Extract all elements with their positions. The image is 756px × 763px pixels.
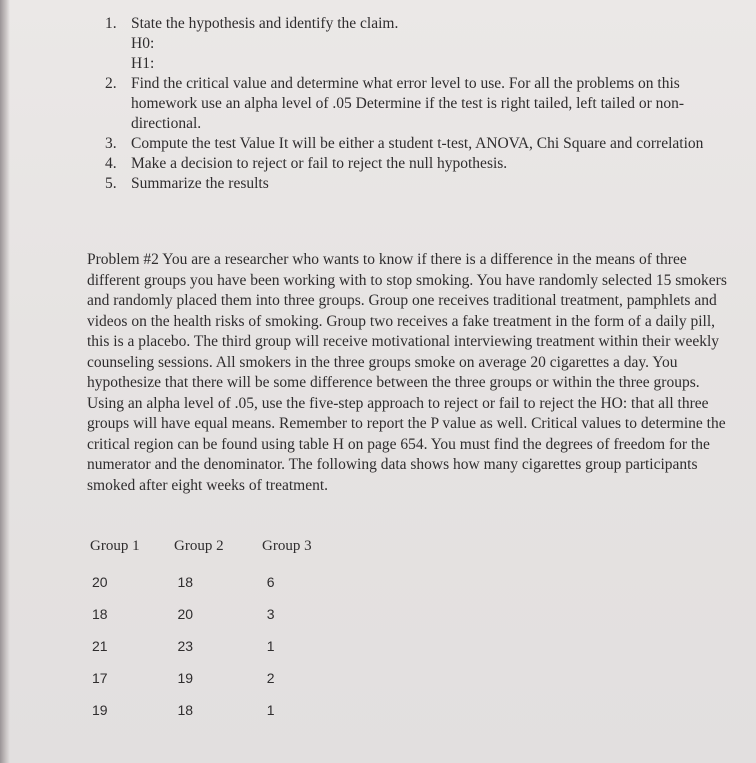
step-text: State the hypothesis and identify the claim. bbox=[131, 15, 399, 32]
table-row bbox=[90, 702, 350, 734]
step-text: Find the critical value and determine what error level to use. For all the problems on this homework use an alpha level of .05 Determine if the test is right tailed, left tailed or non-directional. bbox=[131, 75, 685, 132]
cell-group-1: 21 bbox=[92, 638, 108, 654]
h1-label: H1: bbox=[131, 55, 155, 72]
step-item bbox=[105, 134, 725, 154]
table-row bbox=[90, 638, 350, 670]
paper-edge-shadow bbox=[0, 0, 10, 763]
step-number: 1. bbox=[105, 15, 117, 32]
cell-group-2: 18 bbox=[177, 574, 194, 590]
table-row bbox=[90, 670, 350, 702]
step-item bbox=[105, 154, 725, 174]
step-item bbox=[105, 74, 725, 134]
step-item bbox=[105, 174, 725, 194]
five-step-list bbox=[105, 14, 725, 194]
header-group-1: Group 1 bbox=[90, 538, 140, 554]
cell-group-1: 19 bbox=[92, 702, 108, 718]
step-number: 3. bbox=[105, 135, 117, 152]
step-number: 4. bbox=[105, 155, 117, 172]
step-number: 5. bbox=[105, 175, 117, 192]
cigarette-data-table bbox=[90, 538, 350, 734]
step-text: Make a decision to reject or fail to reject the null hypothesis. bbox=[131, 155, 508, 172]
step-text: Compute the test Value It will be either a student t-test, ANOVA, Chi Square and correlation bbox=[131, 135, 704, 152]
cell-group-3: 3 bbox=[266, 606, 275, 622]
cell-group-1: 18 bbox=[92, 606, 108, 622]
cell-group-2: 18 bbox=[177, 702, 194, 718]
header-group-2: Group 2 bbox=[174, 538, 224, 554]
cell-group-2: 19 bbox=[177, 670, 194, 686]
table-row bbox=[90, 574, 350, 606]
table-row bbox=[90, 606, 350, 638]
h0-label: H0: bbox=[131, 35, 155, 52]
cell-group-1: 20 bbox=[92, 574, 108, 590]
cell-group-3: 2 bbox=[266, 670, 275, 686]
step-number: 2. bbox=[105, 75, 117, 92]
header-group-3: Group 3 bbox=[262, 538, 312, 554]
cell-group-2: 20 bbox=[177, 606, 194, 622]
cell-group-3: 1 bbox=[266, 702, 275, 718]
step-item bbox=[105, 14, 725, 74]
table-header bbox=[90, 538, 350, 574]
cell-group-3: 6 bbox=[266, 574, 275, 590]
problem-2-text: Problem #2 You are a researcher who wants to know if there is a difference in the means of three different groups you have been working with to stop smoking. You have randomly selected 15 smokers and randomly placed them into three groups. Group one receives traditional treatment, pamphlets and videos on the health risks of smoking. Group two receives a fake treatment in the form of a daily pill, this is a placebo. The third group will receive motivational interviewing treatment within their weekly counseling sessions. All smokers in the three groups smoke on average 20 cigarettes a day. You hypothesize that there will be some difference between the three groups or within the three groups. Using an alpha level of .05, use the five-step approach to reject or fail to reject the HO: that all three groups will have equal means. Remember to report the P value as well. Critical values to determine the critical region can be found using table H on page 654. You must find the degrees of freedom for the numerator and the denominator. The following data shows how many cigarettes group participants smoked after eight weeks of treatment. bbox=[87, 251, 727, 494]
cell-group-2: 23 bbox=[177, 638, 194, 654]
step-text: Summarize the results bbox=[131, 175, 269, 192]
cell-group-1: 17 bbox=[92, 670, 108, 686]
cell-group-3: 1 bbox=[266, 638, 275, 654]
